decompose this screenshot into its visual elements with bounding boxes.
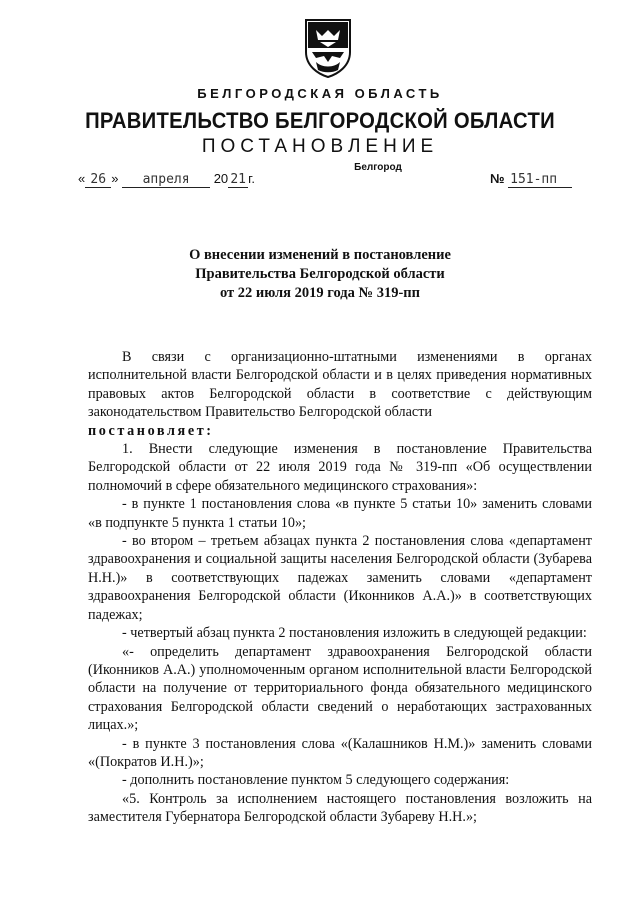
document-title xyxy=(0,246,640,303)
decides-word: постановляет: xyxy=(88,422,214,439)
paragraph-quote-2: «5. Контроль за исполнением настоящего постановления возложить на заместителя Губернатора Белгородской области Зубареву Н.Н.»; xyxy=(88,790,592,826)
paragraph-change-3: - четвертый абзац пункта 2 постановления изложить в следующей редакции: xyxy=(122,625,587,642)
paragraph-change-2: - во втором – третьем абзацах пункта 2 постановления слова «департамент здравоохранения и социальной защиты населения Белгородской области (Зубарева Н.Н.)» в соответствующих падежах заменить словами «департамент здравоохранения Белгородской области (Иконников А.А.)» в соответствующих падежах; xyxy=(88,533,592,623)
paragraph-item-1: 1. Внести следующие изменения в постановление Правительства Белгородской области от 22 июля 2019 года № 319-пп «Об осуществлении полномочий в сфере обязательного медицинского страхования»: xyxy=(88,441,592,494)
paragraph-decides xyxy=(88,422,592,440)
document-body xyxy=(88,348,592,827)
coat-of-arms-icon xyxy=(302,18,354,78)
paragraph-quote-1: «- определить департамент здравоохранения Белгородской области (Иконников А.А.) уполномоченным органом исполнительной власти Белгородской области на получение от территориального фонда обязательного медицинского страхования Белгородской области сведений о неработающих застрахованных лицах.»; xyxy=(88,643,592,734)
title-line: от 22 июля 2019 года № 319-пп xyxy=(220,285,420,301)
paragraph-change-1: - в пункте 1 постановления слова «в пункте 5 статьи 10» заменить словами «в подпункте 5 пункта 1 статьи 10»; xyxy=(88,496,592,531)
region-name: БЕЛГОРОДСКАЯ ОБЛАСТЬ xyxy=(197,86,443,101)
document-type: ПОСТАНОВЛЕНИЕ xyxy=(201,136,439,157)
number-label: № xyxy=(490,171,505,186)
document-number xyxy=(490,171,572,188)
document-date: « 26 » апреля 20 21 г. xyxy=(78,171,255,187)
date-year-suffix: 21 xyxy=(228,172,248,188)
date-month: апреля xyxy=(122,172,210,188)
title-line: Правительства Белгородской области xyxy=(195,266,445,282)
date-day: 26 xyxy=(85,172,111,188)
number-value: 151-пп xyxy=(508,172,572,188)
paragraph-change-4: - в пункте 3 постановления слова «(Калашников Н.М.)» заменить словами «(Пократов И.Н.)»; xyxy=(88,735,592,770)
title-line: О внесении изменений в постановление xyxy=(189,247,451,263)
paragraph-intro: В связи с организационно-штатными изменениями в органах исполнительной власти Белгородской области и в целях приведения нормативных правовых актов Белгородской области в соответствие с действующим законодательством Правительство Белгородской области xyxy=(88,349,592,421)
paragraph-change-5: - дополнить постановление пунктом 5 следующего содержания: xyxy=(122,772,510,789)
government-name: ПРАВИТЕЛЬСТВО БЕЛГОРОДСКОЙ ОБЛАСТИ xyxy=(85,108,555,133)
date-year-prefix: 20 xyxy=(213,171,229,186)
city-name: Белгород xyxy=(354,162,402,173)
